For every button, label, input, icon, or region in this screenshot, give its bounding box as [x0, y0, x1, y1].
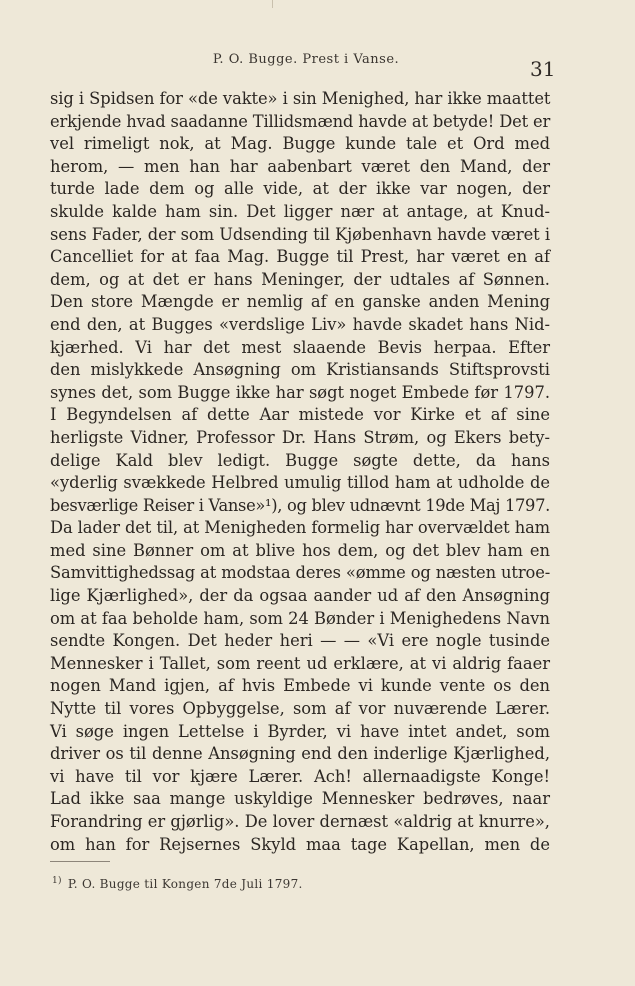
- text-line: synes det, som Bugge ikke har søgt noget Embede før 1797.: [50, 382, 550, 402]
- text-line: vi have til vor kjære Lærer. Ach! allernaadigste Konge!: [50, 766, 550, 786]
- page-number: 31: [530, 57, 556, 81]
- text-line: Nytte til vores Opbyggelse, som af vor nuværende Lærer.: [50, 699, 550, 719]
- text-line: sens Fader, der som Udsending til Kjøbenhavn havde været i: [50, 224, 550, 244]
- text-line: Lad ikke saa mange uskyldige Mennesker bedrøves, naar: [50, 789, 550, 809]
- footnote-text: P. O. Bugge til Kongen 7de Juli 1797.: [67, 877, 303, 891]
- text-line: om han for Rejsernes Skyld maa tage Kapellan, men de: [50, 834, 550, 854]
- footnote-divider: [50, 861, 110, 862]
- text-line: sig i Spidsen for «de vakte» i sin Menighed, har ikke maattet: [50, 89, 551, 108]
- text-line: Mennesker i Tallet, som reent ud erklære, at vi aldrig faaer: [50, 653, 550, 673]
- text-line: om at faa beholde ham, som 24 Bønder i Menighedens Navn: [50, 608, 550, 628]
- footnote-marker: 1): [52, 876, 62, 886]
- text-line: sendte Kongen. Det heder heri — — «Vi ere nogle tusinde: [50, 631, 550, 651]
- text-line: Forandring er gjørlig». De lover dernæst «aldrig at knurre»,: [50, 812, 550, 831]
- page-header: [0, 52, 635, 81]
- text-line: delige Kald blev ledigt. Bugge søgte dette, da hans: [50, 450, 550, 470]
- text-line: Vi søge ingen Lettelse i Byrder, vi have intet andet, som: [50, 721, 550, 741]
- footnote: [52, 876, 303, 891]
- text-line: I Begyndelsen af dette Aar mistede vor Kirke et af sine: [50, 405, 550, 425]
- text-line: «yderlig svækkede Helbred umulig tillod ham at udholde de: [50, 473, 550, 493]
- text-line: turde lade dem og alle vide, at der ikke var nogen, der: [50, 179, 550, 199]
- text-line: Den store Mængde er nemlig af en ganske anden Mening: [50, 292, 550, 312]
- text-line: herligste Vidner, Professor Dr. Hans Strøm, og Ekers bety-: [50, 427, 550, 447]
- text-line: dem, og at det er hans Meninger, der udtales af Sønnen.: [50, 269, 550, 289]
- text-line: Cancelliet for at faa Mag. Bugge til Prest, har været en af: [50, 247, 550, 267]
- text-line: Samvittighedssag at modstaa deres «ømme og næsten utroe-: [50, 563, 551, 583]
- text-line: skulde kalde ham sin. Det ligger nær at antage, at Knud-: [50, 201, 550, 221]
- running-title: P. O. Bugge. Prest i Vanse.: [212, 52, 400, 67]
- body-text: [50, 88, 550, 856]
- text-line: erkjende hvad saadanne Tillidsmænd havde at betyde! Det er: [50, 111, 551, 131]
- text-line: herom, — men han har aabenbart været den Mand, der: [50, 156, 550, 176]
- text-line: besværlige Reiser i Vanse»¹), og blev udnævnt 19de Maj 1797.: [50, 495, 550, 515]
- page-edge-mark: [272, 0, 273, 8]
- text-line: driver os til denne Ansøgning end den inderlige Kjærlighed,: [50, 744, 550, 764]
- text-line: Da lader det til, at Menigheden formelig har overvældet ham: [50, 518, 551, 538]
- text-line: vel rimeligt nok, at Mag. Bugge kunde tale et Ord med: [50, 134, 550, 154]
- text-line: nogen Mand igjen, af hvis Embede vi kunde vente os den: [50, 676, 550, 696]
- text-line: lige Kjærlighed», der da ogsaa aander ud af den Ansøgning: [50, 586, 550, 606]
- text-line: med sine Bønner om at blive hos dem, og det blev ham en: [50, 540, 550, 560]
- text-line: den mislykkede Ansøgning om Kristiansands Stiftsprovsti: [50, 360, 550, 380]
- text-line: kjærhed. Vi har det mest slaaende Bevis herpaa. Efter: [50, 337, 550, 357]
- text-line: end den, at Bugges «verdslige Liv» havde skadet hans Nid-: [50, 314, 550, 334]
